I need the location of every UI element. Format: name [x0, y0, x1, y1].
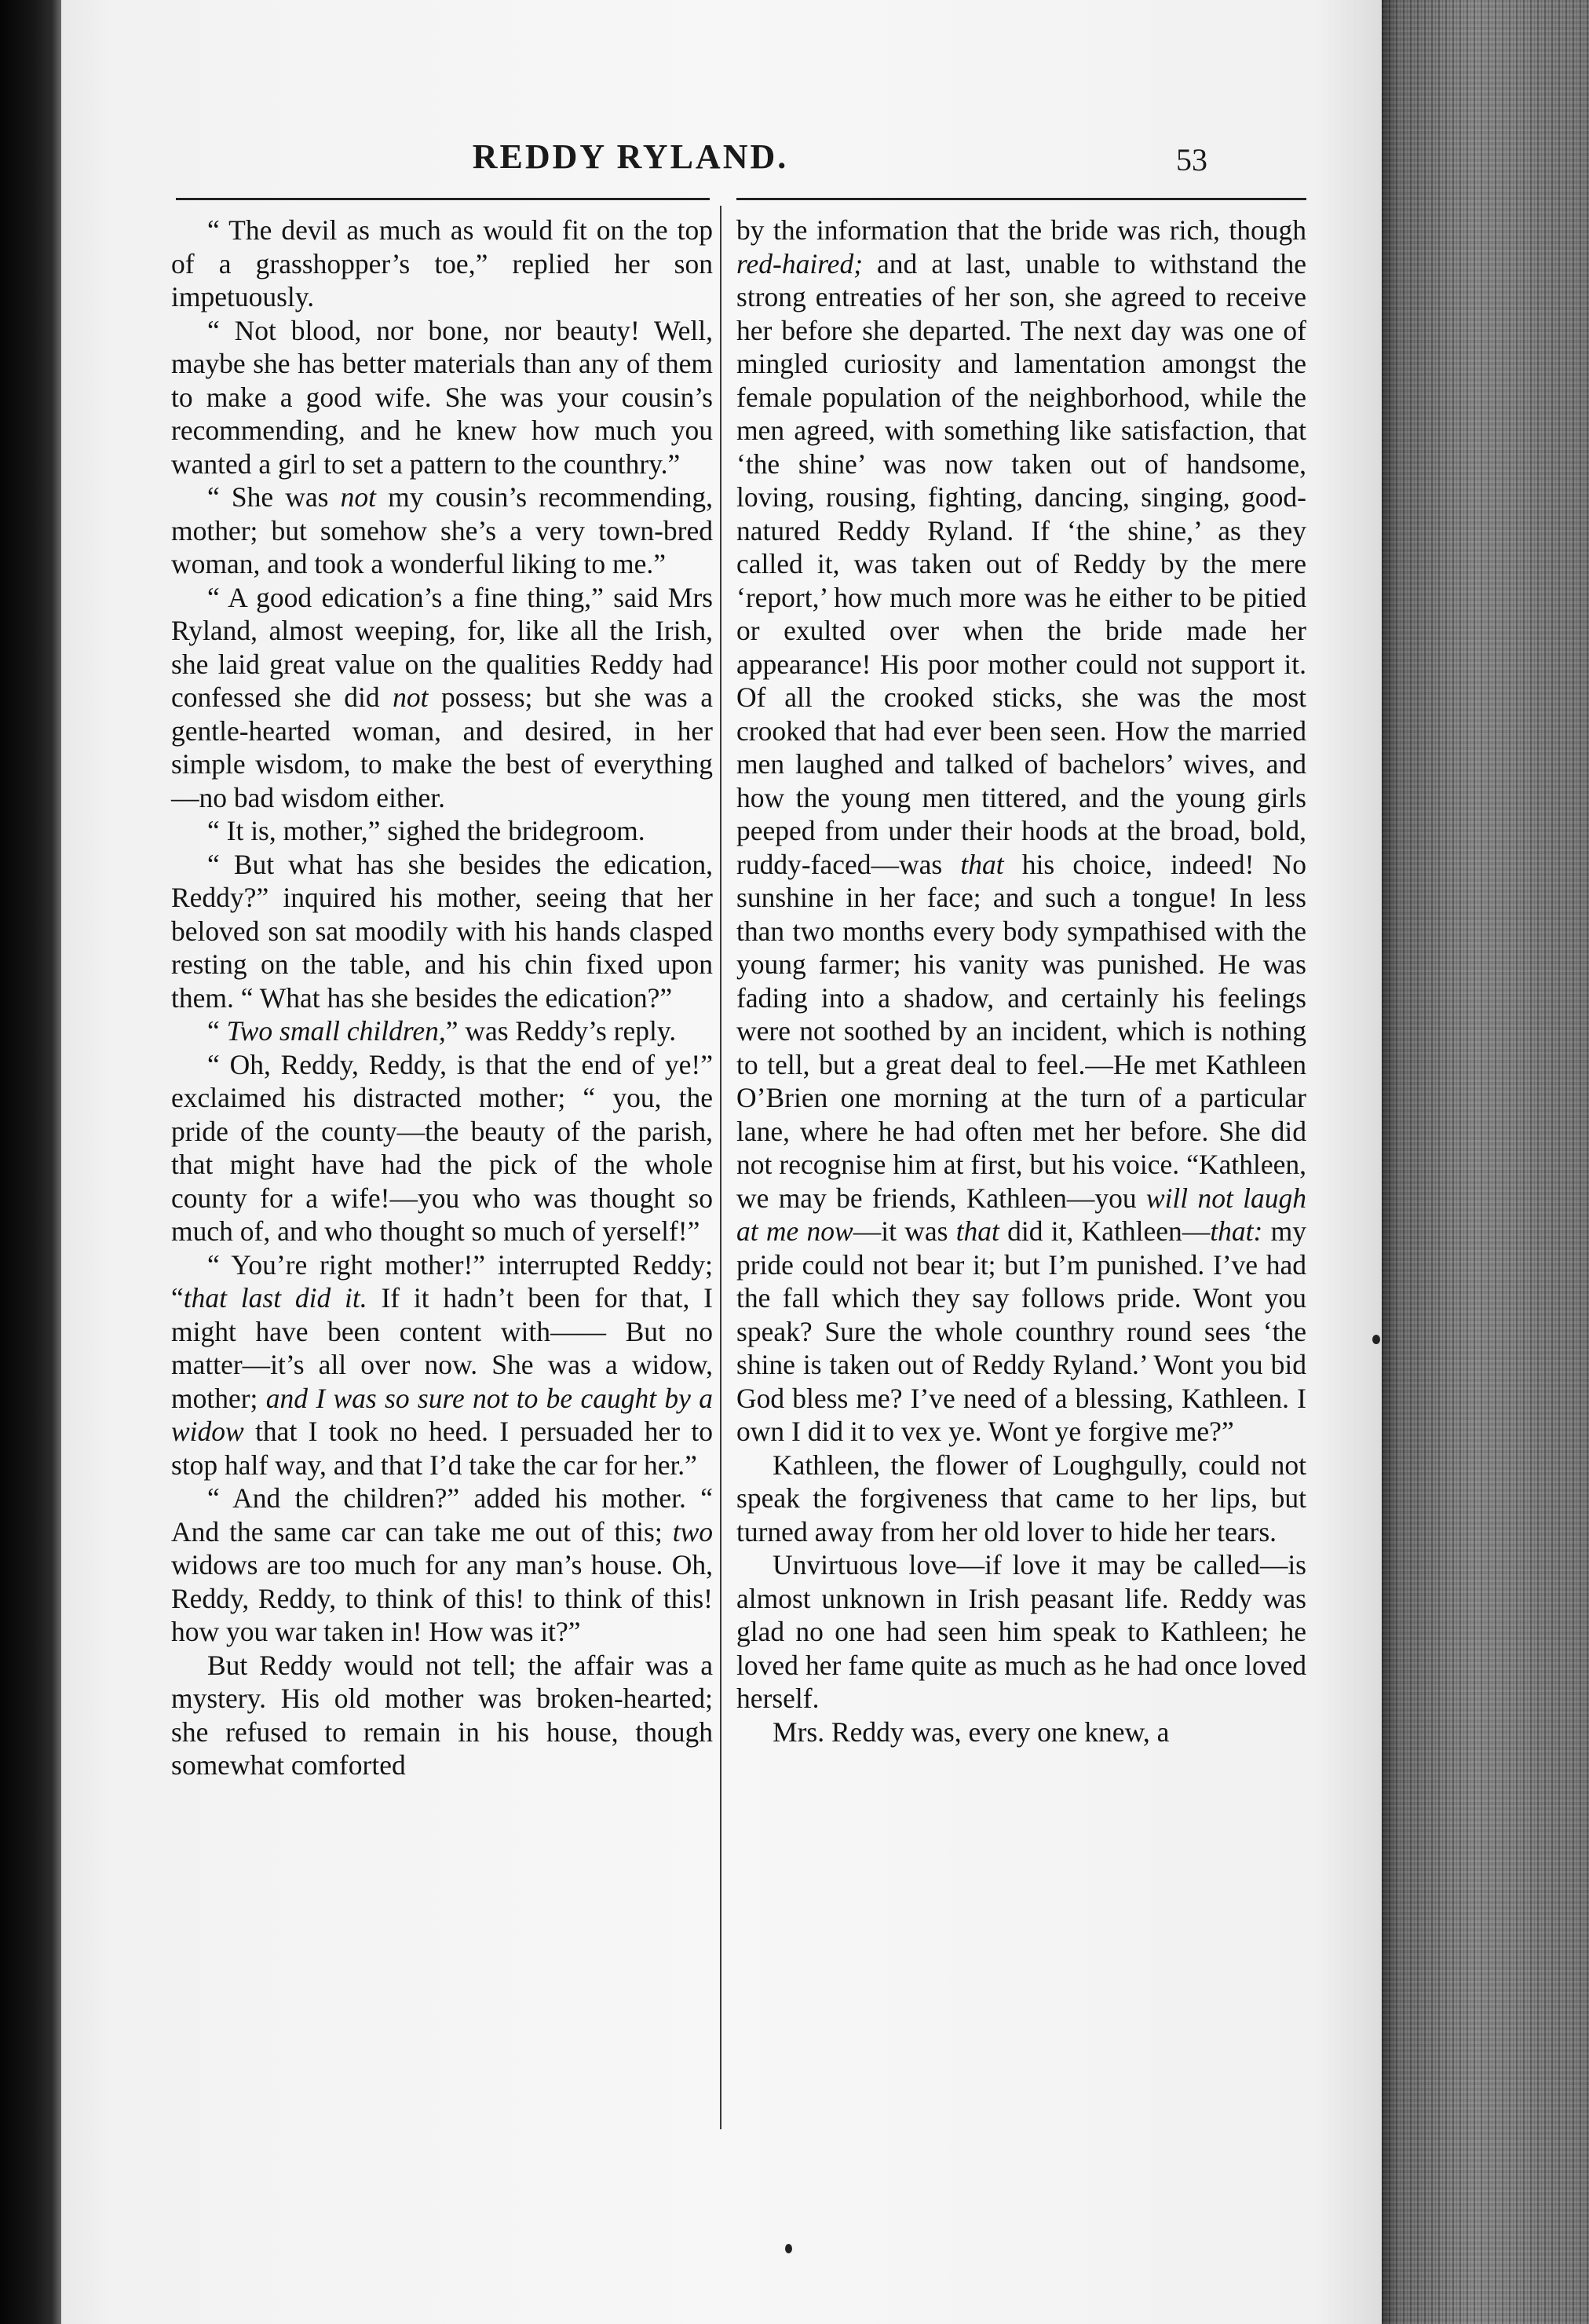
- scan-left-shadow: [0, 0, 61, 2324]
- italic-text: not: [340, 481, 377, 513]
- page-number: 53: [1176, 142, 1207, 177]
- paragraph: [171, 1482, 713, 1649]
- italic-text: that: [955, 1215, 999, 1247]
- text-run: “: [207, 1015, 227, 1047]
- paragraph: [171, 1649, 713, 1782]
- text-run: my cousin’s recommending, mother; but somehow she’s a very town-bred woman, and took a wonderful liking to me.”: [171, 481, 713, 579]
- text-run: If it hadn’t been for that, I might have been content with—— But no matter—it’s all over now. She was a widow, mother;: [171, 1282, 714, 1414]
- paragraph: [171, 848, 713, 1015]
- text-run: “ And the children?” added his mother. “ And the same car can take me out of this;: [171, 1482, 713, 1548]
- header-rule-right: [736, 198, 1306, 200]
- italic-text: that last did it.: [183, 1282, 367, 1314]
- paragraph: [171, 1248, 713, 1482]
- text-run: Kathleen, the flower of Loughgully, could not speak the forgiveness that came to her lips, but turned away from her old lover to hide her tears.: [736, 1449, 1306, 1548]
- text-run: But Reddy would not tell; the affair was a mystery. His old mother was broken-hearted; she refused to remain in his house, though somewhat comforted: [171, 1649, 713, 1781]
- text-run: “ A good edication’s a fine thing,” said Mrs Ryland, almost weeping, for, like all the Irish, she laid great value on the qualities Reddy had confessed she did: [171, 581, 713, 713]
- text-run: ” was Reddy’s reply.: [445, 1015, 677, 1047]
- text-run: my pride could not bear it; but I’m punished. I’ve had the fall which they say follows pride. Wont you speak? Sure the whole counthry round sees ‘the shine is taken out of Reddy Ryland.’ Wont you bid God bless me? I’ve need of a blessing, Kathleen. I own I did it to vex ye. Wont ye forgive me?”: [736, 1215, 1306, 1447]
- text-run: that I took no heed. I persuaded her to stop half way, and that I’d take the car for her.”: [171, 1416, 713, 1481]
- italic-text: two: [672, 1515, 713, 1548]
- italic-text: will not laugh at me now: [736, 1182, 1306, 1247]
- italic-text: red-haired;: [736, 247, 864, 280]
- ink-spot: [1372, 1335, 1380, 1344]
- text-run: “ You’re right mother!” interrupted Reddy; “: [171, 1248, 713, 1314]
- text-run: “ She was: [207, 481, 341, 513]
- paragraph: [171, 481, 713, 581]
- paragraph: [171, 581, 713, 815]
- italic-text: not: [393, 681, 429, 713]
- header-rule-left: [176, 198, 710, 200]
- paragraph: [736, 1548, 1306, 1716]
- paragraph: [736, 1716, 1306, 1749]
- text-run: “ Oh, Reddy, Reddy, is that the end of ye!” exclaimed his distracted mother; “ you, the pride of the county—the beauty of the parish, that might have had the pick of the whole county for a wife!—you who was thought so much of, and who thought so much of yerself!”: [171, 1048, 713, 1247]
- text-run: by the information that the bride was rich, though: [736, 214, 1306, 246]
- text-run: Unvirtuous love—if love it may be called—is almost unknown in Irish peasant life. Reddy was glad no one had seen him speak to Kathleen; he loved her fame quite as much as he had once loved herself.: [736, 1549, 1306, 1714]
- paragraph: [736, 214, 1306, 1449]
- paragraph: [171, 1048, 713, 1248]
- running-title: REDDY RYLAND.: [472, 137, 789, 176]
- italic-text: and I was so sure not to be caught by a widow: [171, 1382, 714, 1447]
- text-run: “ But what has she besides the edication, Reddy?” inquired his mother, seeing that her beloved son sat moodily with his hands clasped resting on the table, and his chin fixed upon them. “ What has she besides the edication?”: [171, 848, 713, 1014]
- text-run: and at last, unable to withstand the strong entreaties of her son, she agreed to receive her before she departed. The next day was one of mingled curiosity and lamentation amongst the female population of the neighborhood, while the men agreed, with something like satisfaction, that ‘the shine’ was now taken out of handsome, loving, rousing, fighting, dancing, singing, good-natured Reddy Ryland. If ‘the shine,’ as they called it, was taken out of Reddy by the mere ‘report,’ how much more was he either to be pitied or exulted over when the bride made her appearance! His poor mother could not support it. Of all the crooked sticks, she was the most crooked that had ever been seen. How the married men laughed and talked of bachelors’ wives, and how the young men tittered, and the young girls peeped from under their hoods at the broad, bold, ruddy-faced—was: [736, 247, 1306, 880]
- paragraph: [171, 314, 713, 481]
- left-column: [171, 214, 713, 1782]
- paragraph: [171, 1014, 713, 1048]
- ink-spot: [785, 2244, 792, 2253]
- text-run: “ It is, mother,” sighed the bridegroom.: [207, 815, 645, 846]
- text-run: Mrs. Reddy was, every one knew, a: [773, 1716, 1170, 1748]
- text-run: “ The devil as much as would fit on the top of a grasshopper’s toe,” replied her son impetuously.: [171, 214, 713, 312]
- page-stack-edge: [1382, 0, 1589, 2324]
- book-page: [61, 0, 1382, 2324]
- text-run: “ Not blood, nor bone, nor beauty! Well, maybe she has better materials than any of them to make a good wife. She was your cousin’s recommending, and he knew how much you wanted a girl to set a pattern to the counthry.”: [171, 314, 713, 480]
- italic-text: Two small children,: [226, 1015, 446, 1047]
- text-run: possess; but she was a gentle-hearted woman, and desired, in her simple wisdom, to make the best of everything—no bad wisdom either.: [171, 681, 713, 813]
- paragraph: [171, 814, 713, 848]
- right-column: [736, 214, 1306, 1748]
- text-run: widows are too much for any man’s house. Oh, Reddy, Reddy, to think of this! to think of this! how you war taken in! How was it?”: [171, 1549, 713, 1647]
- paragraph: [736, 1449, 1306, 1549]
- paragraph: [171, 214, 713, 314]
- text-run: his choice, indeed! No sunshine in her face; and such a tongue! In less than two months every body sympathised with the young farmer; his vanity was punished. He was fading into a shadow, and certainly his feelings were not soothed by an incident, which is nothing to tell, but a great deal to feel.—He met Kathleen O’Brien one morning at the turn of a particular lane, where he had often met her before. She did not recognise him at first, but his voice. “Kathleen, we may be friends, Kathleen—you: [736, 848, 1306, 1214]
- page-header: [61, 132, 1382, 187]
- column-divider: [720, 206, 721, 2129]
- text-run: did it, Kathleen—: [999, 1215, 1211, 1247]
- italic-text: that: [960, 848, 1004, 880]
- text-run: —it was: [853, 1215, 956, 1247]
- italic-text: that:: [1210, 1215, 1263, 1247]
